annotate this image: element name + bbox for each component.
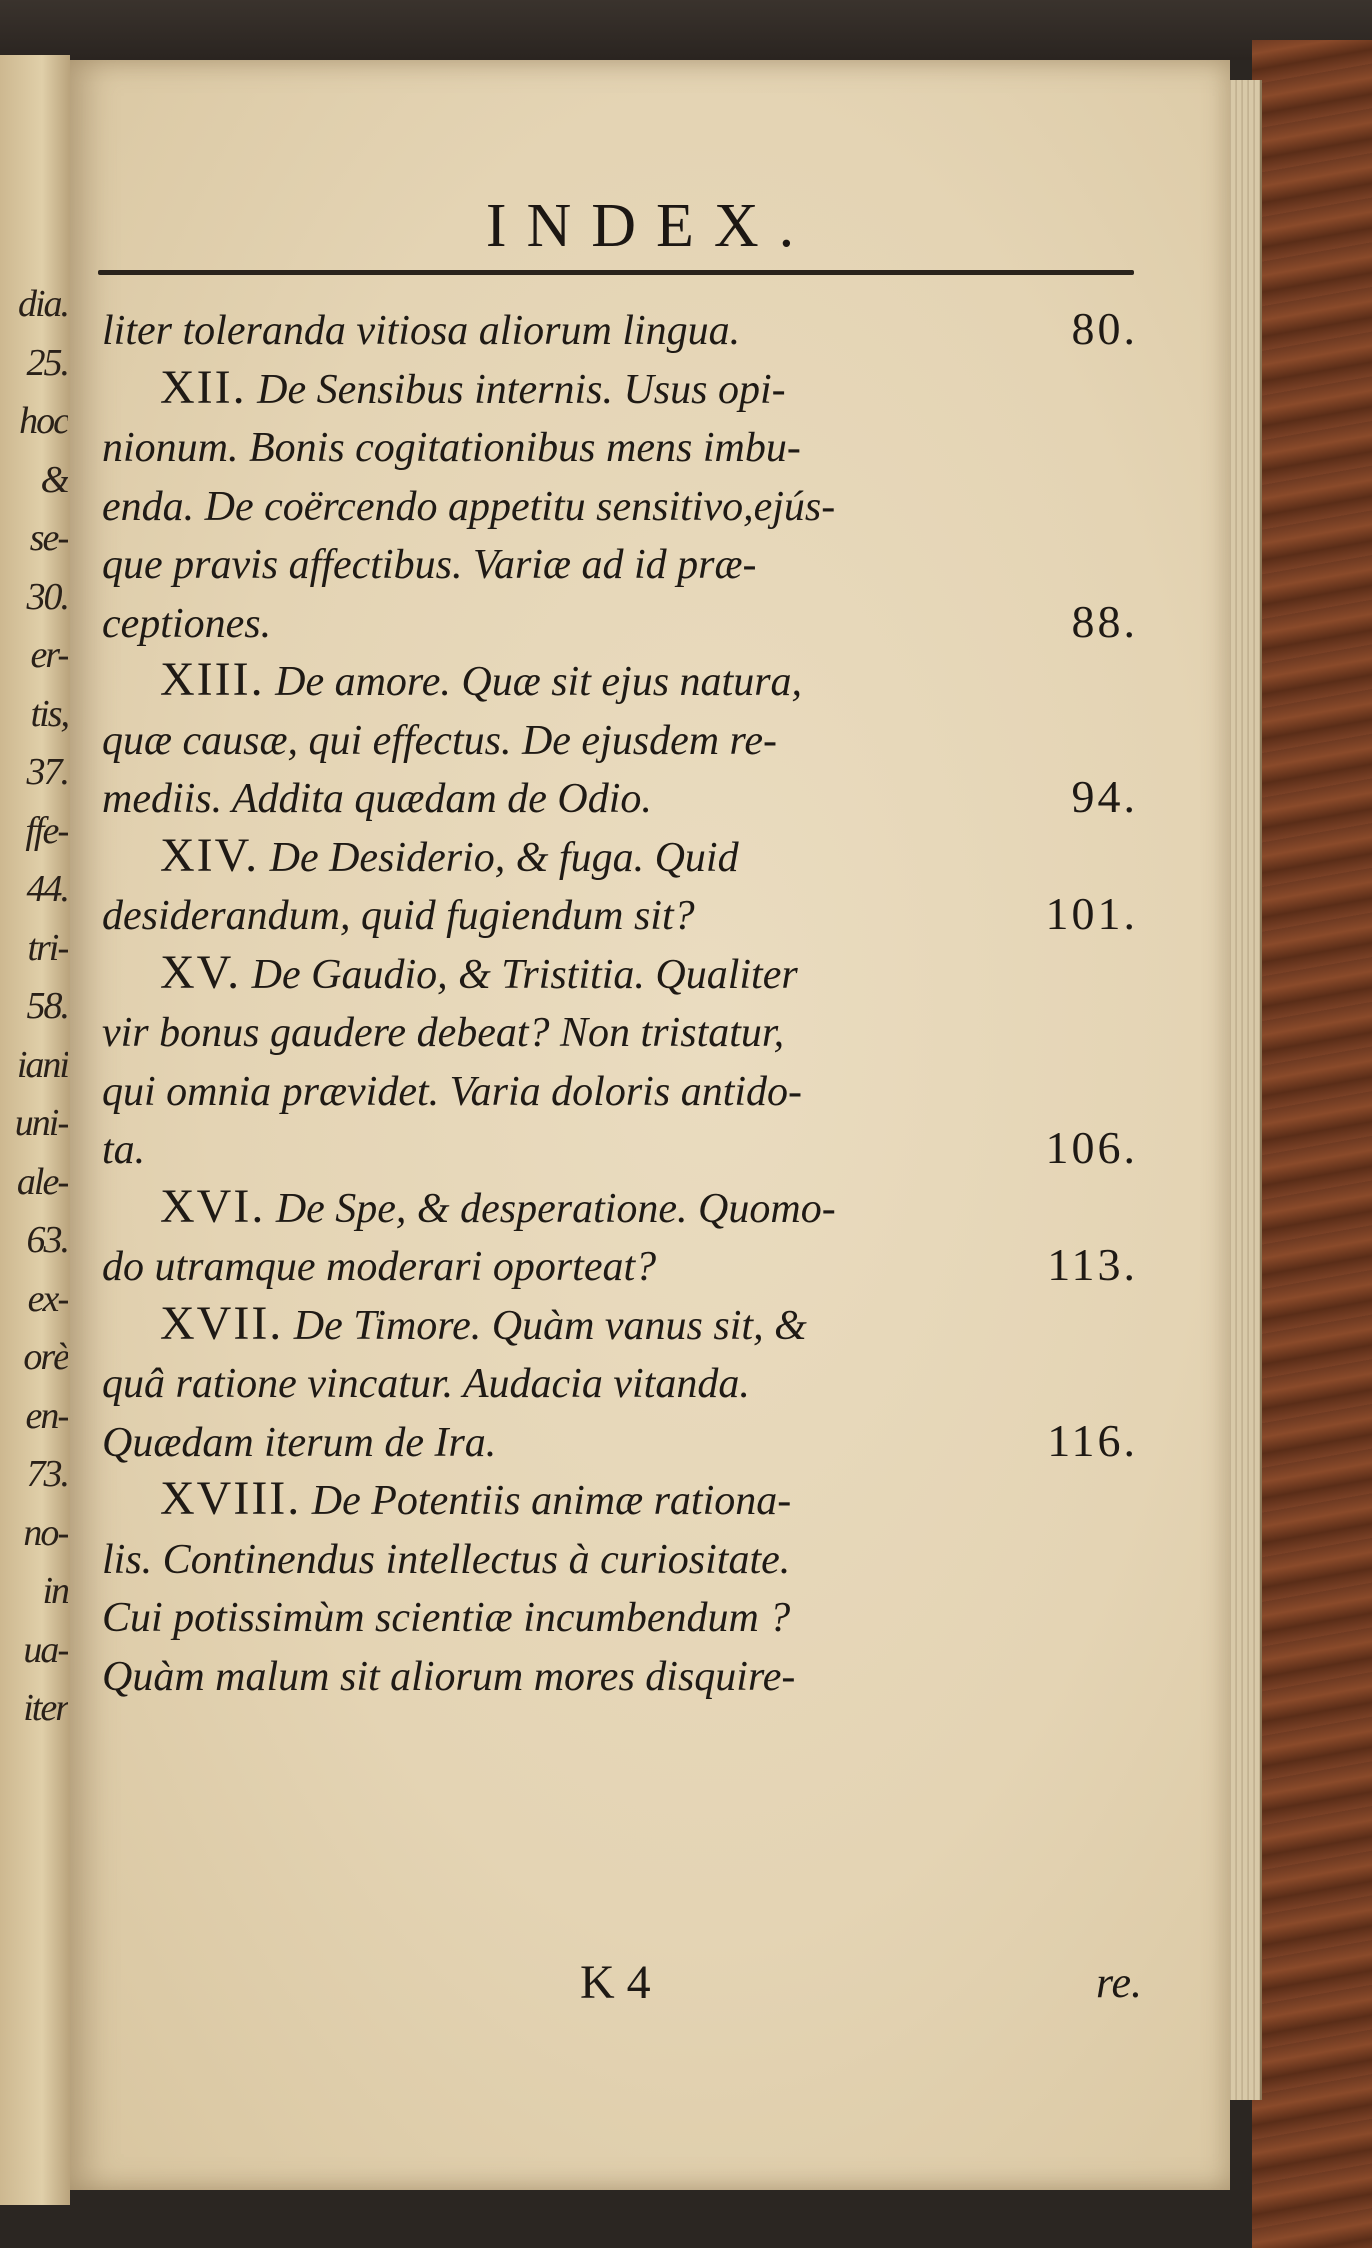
line-text: Quædam iterum de Ira.: [102, 1419, 497, 1466]
left-line: in: [42, 1570, 68, 1612]
line-text: De Timore. Quàm vanus sit, &: [293, 1302, 807, 1349]
index-line: [102, 1353, 1142, 1412]
left-line: uni-: [14, 1102, 68, 1144]
line-text: De Sensibus internis. Usus opi-: [257, 366, 786, 413]
left-line: iter: [23, 1687, 68, 1729]
left-line: 73.: [26, 1453, 68, 1495]
index-line: [102, 1412, 1142, 1471]
index-line: [102, 359, 1142, 418]
line-text: mediis. Addita quædam de Odio.: [102, 776, 652, 822]
left-line: 58.: [26, 985, 68, 1027]
line-text: desiderandum, quid fugiendum sit?: [102, 893, 695, 939]
index-line: [102, 300, 1142, 359]
line-text: vir bonus gaudere debeat? Non tristatur,: [102, 1010, 785, 1056]
left-line: ffe-: [25, 809, 68, 852]
line-text: ceptiones.: [102, 600, 272, 647]
line-text: lis. Continendus intellectus à curiositate.: [102, 1536, 791, 1583]
index-line: [102, 710, 1142, 769]
line-text: quâ ratione vincatur. Audacia vitanda.: [102, 1361, 750, 1407]
line-text: Quàm malum sit aliorum mores disquire-: [102, 1653, 796, 1700]
left-line: tri-: [27, 926, 68, 969]
index-line: [102, 417, 1142, 476]
line-text: De amore. Quæ sit ejus natura,: [275, 659, 803, 705]
left-line: er-: [30, 634, 68, 676]
line-text: liter toleranda vitiosa aliorum lingua.: [102, 308, 741, 354]
chapter-number: XVII.: [160, 1296, 284, 1350]
index-line: [102, 476, 1142, 535]
chapter-number: XVI.: [160, 1179, 266, 1233]
index-line: [102, 1470, 1142, 1529]
line-text: De Potentiis animæ rationa-: [311, 1478, 792, 1524]
line-text: do utramque moderari oporteat?: [102, 1244, 657, 1290]
line-text: qui omnia prævidet. Varia doloris antido-: [102, 1068, 803, 1115]
index-text: [102, 300, 1142, 1704]
chapter-number: XIII.: [160, 653, 265, 706]
left-line: tis,: [30, 692, 68, 735]
page-reference: 101.: [1045, 888, 1138, 939]
line-text: De Desiderio, & fuga. Quid: [269, 834, 739, 881]
index-line: [102, 1236, 1142, 1295]
left-line: se-: [29, 517, 68, 559]
line-text: nionum. Bonis cogitationibus mens imbu-: [102, 425, 801, 471]
index-line: [102, 1587, 1142, 1646]
index-line: [102, 885, 1142, 944]
left-line: &: [40, 458, 68, 501]
index-line: [102, 1295, 1142, 1354]
signature-mark: K 4: [580, 1956, 651, 2009]
chapter-number: XIV.: [160, 828, 260, 882]
left-line: 30.: [26, 575, 68, 618]
index-line: [102, 1529, 1142, 1588]
line-text: De Spe, & desperatione. Quomo-: [275, 1185, 836, 1232]
index-line: [102, 1646, 1142, 1705]
left-line: 63.: [26, 1219, 68, 1261]
index-line: [102, 1119, 1142, 1178]
book-page: [70, 60, 1230, 2190]
chapter-number: XVIII.: [160, 1472, 302, 1525]
page-reference: 94.: [1071, 771, 1138, 822]
page-reference: 113.: [1047, 1239, 1138, 1290]
left-line: ale-: [16, 1160, 68, 1203]
index-line: [102, 651, 1142, 710]
index-line: [102, 827, 1142, 886]
page-reference: 106.: [1045, 1122, 1138, 1173]
left-line: 37.: [26, 751, 68, 793]
left-line: hoc: [19, 400, 68, 442]
left-line: 25.: [26, 341, 68, 384]
left-line: ua-: [23, 1628, 68, 1671]
index-line: [102, 1178, 1142, 1237]
left-line: orè: [23, 1336, 68, 1378]
header-rule: [98, 270, 1134, 275]
index-line: [102, 593, 1142, 652]
left-line: dia.: [17, 283, 68, 325]
left-line: ex-: [27, 1277, 68, 1320]
line-text: Cui potissimùm scientiæ incumbendum ?: [102, 1595, 791, 1641]
index-line: [102, 768, 1142, 827]
left-line: en-: [25, 1394, 68, 1437]
book-spine: [1252, 40, 1372, 2248]
index-line: [102, 944, 1142, 1003]
catchword: re.: [1095, 1958, 1142, 2007]
index-line: [102, 1061, 1142, 1120]
left-line: no-: [23, 1511, 68, 1554]
page-reference: 116.: [1047, 1414, 1138, 1466]
left-line: iani: [16, 1043, 68, 1086]
left-line: 44.: [26, 868, 68, 910]
index-line: [102, 534, 1142, 593]
line-text: enda. De coërcendo appetitu sensitivo,ejús-: [102, 483, 836, 530]
line-text: que pravis affectibus. Variæ ad id præ-: [102, 542, 757, 588]
page-footer: [102, 1948, 1142, 2018]
index-line: [102, 1002, 1142, 1061]
chapter-number: XII.: [160, 360, 247, 414]
book-cover-top: [0, 0, 1372, 60]
page-header: INDEX.: [485, 192, 815, 260]
line-text: ta.: [102, 1127, 146, 1173]
page-reference: 88.: [1071, 595, 1138, 647]
line-text: De Gaudio, & Tristitia. Qualiter: [251, 951, 798, 998]
chapter-number: XV.: [160, 945, 242, 999]
left-page-fragment: [0, 55, 70, 2205]
left-page-text: [2, 275, 68, 1738]
page-reference: 80.: [1071, 303, 1138, 354]
line-text: quæ causæ, qui effectus. De ejusdem re-: [102, 717, 777, 764]
